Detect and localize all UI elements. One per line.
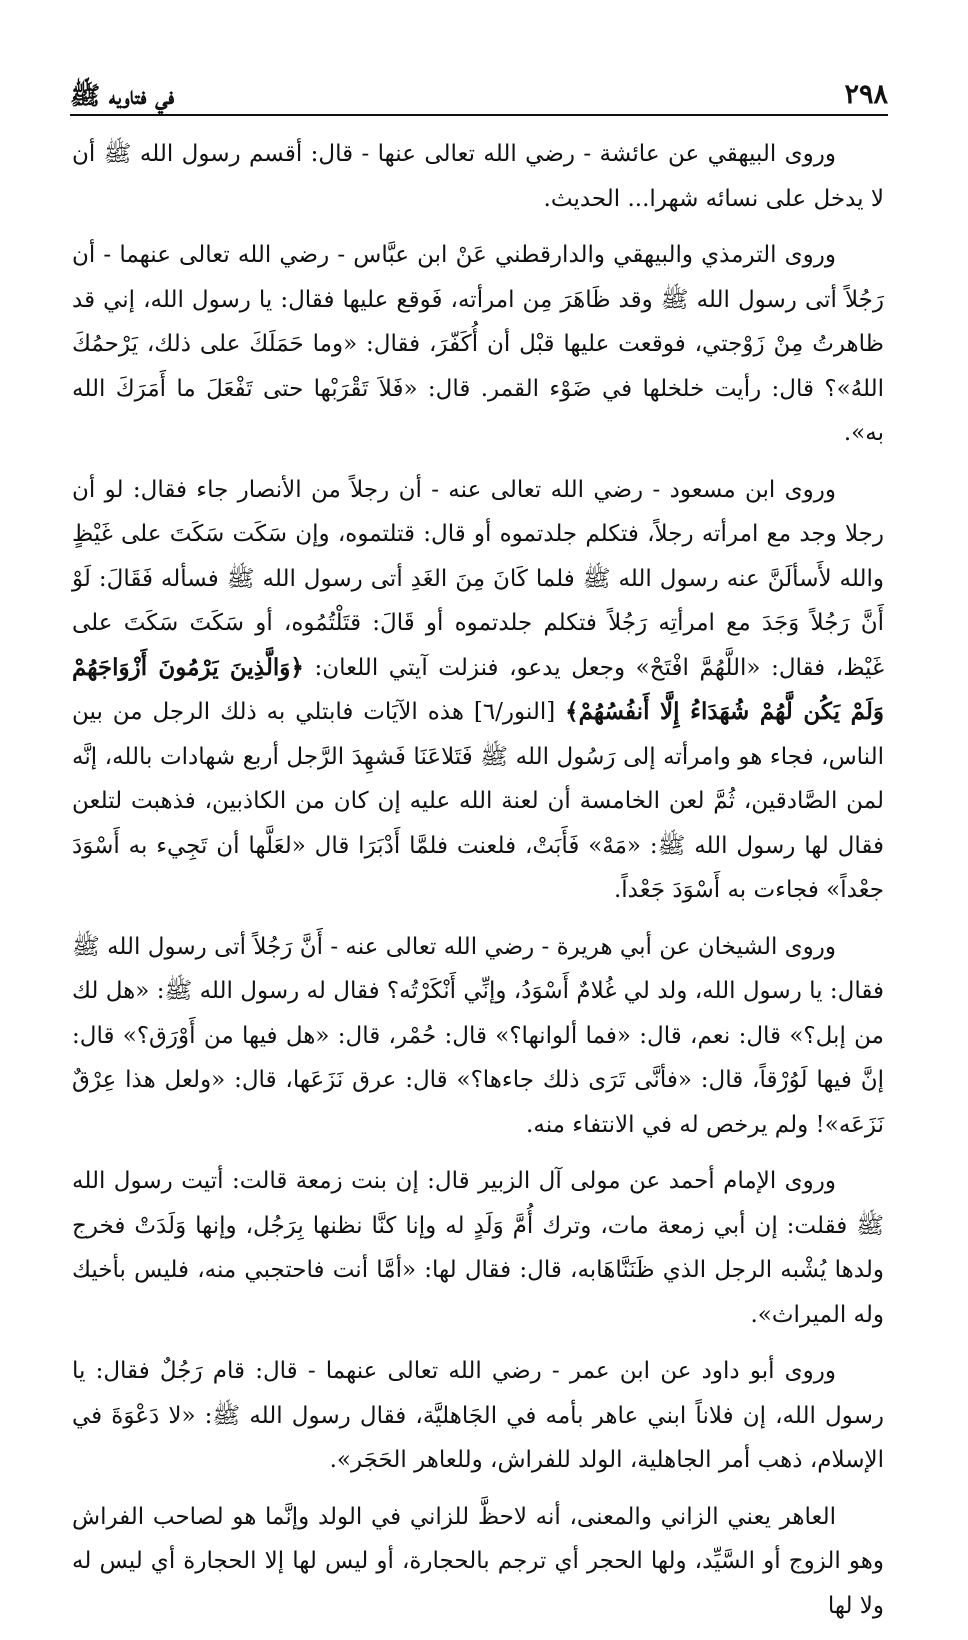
paragraph-imam-ahmad: وروى الإمام أحمد عن مولى آل الزبير قال: إن بنت زمعة قالت: أتيت رسول الله ﷺ فقلت: إن أبي زمعة مات، وترك أُمَّ وَلَدٍ له وإنا كنَّا نظنها بِرَجُل، وإنها وَلَدَتْ فخرج ولدها يُشْبه الرجل الذي ظَنَنَّاهَابه، قال: فقال لها: «أمَّا أنت فاحتجبي منه، فليس بأخيك وله الميراث». [72, 1168, 884, 1328]
paragraph-bayhaqi-aisha: وروى البيهقي عن عائشة - رضي الله تعالى عنها - قال: أقسم رسول الله ﷺ أن لا يدخل على نسائه شهرا... الحديث. [72, 141, 884, 212]
page-body [72, 132, 884, 1640]
paragraph-abu-hurayra: وروى الشيخان عن أبي هريرة - رضي الله تعالى عنه - أَنَّ رَجُلاً أتى رسول الله ﷺ فقال: يا رسول الله، ولد لي غُلامٌ أَسْوَدُ، وإنِّي أَنْكَرْتُه؟ فقال له رسول الله ﷺ: «هل لك من إبل؟» قال: نعم، قال: «فما ألوانها؟» قال: حُمْر، قال: «هل فيها من أَوْرَق؟» قال: إنَّ فيها لَوُرْقاً، قال: «فأنَّى تَرَى ذلك جاءها؟» قال: عرق نَزَعَها، قال: «ولعل هذا عِرْقٌ نَزَعَه»! ولم يرخص له في الانتفاء منه. [72, 933, 884, 1138]
running-title: في فتاويه ﷺ [70, 81, 175, 110]
paragraph-tirmidhi-ibn-abbas: وروى الترمذي والبيهقي والدارقطني عَنْ ابن عبَّاس - رضي الله تعالى عنهما - أن رَجُلاً أتى رسول الله ﷺ وقد ظَاهَرَ مِن امرأته، فَوقع عليها فقال: يا رسول الله، إني قد ظاهرتُ مِنْ زَوْجتي، فوقعت عليها قبْل أن أُكَفّرَ، فقال: «وما حَمَلَكَ على ذلك، يَرْحمُكَ اللهُ»؟ قال: رأيت خلخلها في ضَوْء القمر. قال: «فَلاَ تَقْرَبْها حتى تَفْعَلَ ما أَمَرَكَ الله به». [72, 242, 884, 446]
page-number: ٢٩٨ [844, 79, 888, 110]
quran-verse: ﴿وَالَّذِينَ يَرْمُونَ أَزْوَاجَهُمْ وَلَمْ يَكُن لَّهُمْ شُهَدَاءُ إِلَّا أَنفُسُهُمْ﴾ [72, 653, 884, 725]
paragraph-text: وروى ابن مسعود - رضي الله تعالى عنه - أن رجلاً من الأنصار جاء فقال: لو أن رجلا وجد مع امرأته رجلاً، فتكلم جلدتموه أو قال: قتلتموه، وإن سَكَت سَكَتَ على غَيْظٍ والله لأَسألَنَّ عنه رسول الله ﷺ فلما كَانَ مِنَ الغَدِ أتى رسول الله ﷺ فسأله فَقَالَ: لَوْ أَنَّ رَجُلاً وَجَدَ مع امرأتِه رَجُلاً فتكلم جلدتموه أو قَالَ: قتَلْتُمُوه، أو سَكَتَ سَكَتَ على غَيْظ، فقال: «اللَّهُمَّ افْتَحْ» وجعل يدعو، فنزلت آيتي اللعان: [72, 476, 884, 681]
paragraph-ibn-masud [72, 468, 884, 913]
paragraph-text: [النور/٦] هذه الآيَات فابتلي به ذلك الرجل من بين الناس، فجاء هو وامرأته إلى رَسُول الله ﷺ فَتَلاعَنَا فَشهِدَ الرَّجل أربع شهادات بالله، إنَّه لمن الصَّادقين، ثُمَّ لعن الخامسة أن لعنة الله عليه إن كان من الكاذبين، فذهبت لتلعن فقال لها رسول الله ﷺ: «مَهْ» فَأَبَتْ، فلعنت فلمَّا أَدْبَرَا قال «لعَلَّها أن تَجِيء به أَسْوَدَ جعْداً» فجاءت به أَسْوَدَ جَعْداً. [72, 699, 884, 903]
page-header [70, 68, 888, 116]
paragraph-abu-dawud: وروى أبو داود عن ابن عمر - رضي الله تعالى عنهما - قال: قام رَجُلٌ فقال: يا رسول الله، إن فلاناً ابني عاهر بأمه في الجَاهليَّة، فقال رسول الله ﷺ: «لا دَعْوَةَ في الإسلام، ذهب أمر الجاهلية، الولد للفراش، وللعاهر الحَجَر». [72, 1358, 884, 1473]
paragraph-explanation: العاهر يعني الزاني والمعنى، أنه لاحظَّ للزاني في الولد وإنَّما هو لصاحب الفراش وهو الزوج أو السَّيِّد، ولها الحجر أي ترجم بالحجارة، أو ليس لها إلا الحجارة أي ليس له ولا لها [72, 1503, 884, 1619]
